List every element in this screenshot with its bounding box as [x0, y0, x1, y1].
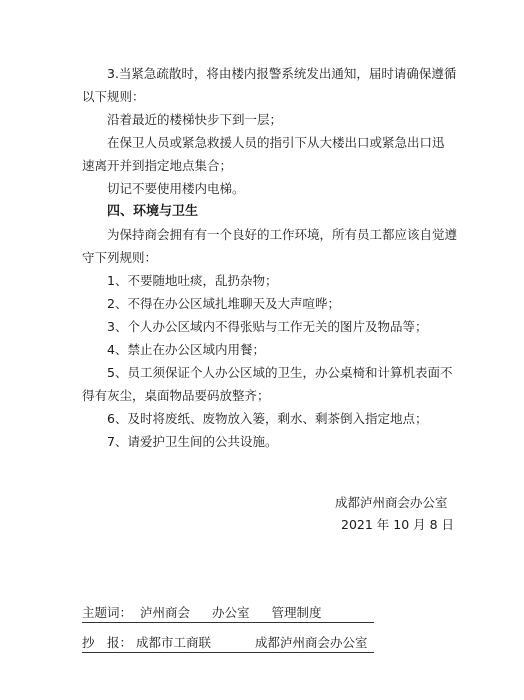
paragraph-intro-line1: 为保持商会拥有有一个良好的工作环境，所有员工都应该自觉遵 — [107, 227, 458, 242]
paragraph-exit-line2: 速离开并到指定地点集合； — [82, 158, 233, 173]
keyword-3: 管理制度 — [271, 605, 322, 620]
rule-item-2: 2、不得在办公区域扎堆聊天及大声喧哗； — [107, 296, 340, 311]
rule-item-5-line2: 得有灰尘，桌面物品要码放整齐； — [82, 388, 270, 403]
cc-label: 抄 报： — [82, 635, 133, 650]
paragraph-evacuation-line2: 以下规则： — [82, 89, 145, 104]
keyword-1: 泸州商会 — [140, 605, 191, 620]
cc-recipient-2: 成都泸州商会办公室 — [255, 635, 368, 650]
footer-keywords — [82, 604, 322, 622]
section-heading: 四、环境与卫生 — [107, 204, 199, 219]
rule-item-3: 3、个人办公区域内不得张贴与工作无关的图片及物品等； — [107, 319, 428, 334]
cc-recipient-1: 成都市工商联 — [136, 635, 212, 650]
paragraph-stairs: 沿着最近的楼梯快步下到一层； — [107, 112, 283, 127]
signature-org: 成都泸州商会办公室 — [335, 495, 448, 510]
rule-item-7: 7、请爱护卫生间的公共设施。 — [107, 434, 278, 449]
rule-item-4: 4、禁止在办公区域内用餐； — [107, 342, 265, 357]
signature-date: 2021 年 10 月 8 日 — [341, 517, 455, 532]
paragraph-exit-line1: 在保卫人员或紧急救援人员的指引下从大楼出口或紧急出口迅 — [107, 135, 445, 150]
cc-underline — [82, 652, 374, 653]
paragraph-elevator: 切记不要使用楼内电梯。 — [107, 181, 245, 196]
keywords-underline — [82, 622, 374, 623]
keywords-label: 主题词： — [82, 605, 133, 620]
rule-item-5-line1: 5、员工须保证个人办公区域的卫生，办公桌椅和计算机表面不 — [107, 365, 453, 380]
keyword-2: 办公室 — [212, 605, 250, 620]
rule-item-6: 6、及时将废纸、废物放入篓，剩水、剩茶倒入指定地点； — [107, 411, 428, 426]
paragraph-intro-line2: 守下列规则： — [82, 250, 158, 265]
rule-item-1: 1、不要随地吐痰，乱扔杂物； — [107, 273, 278, 288]
footer-cc — [82, 634, 368, 652]
paragraph-evacuation-line1: 3.当紧急疏散时，将由楼内报警系统发出通知，届时请确保遵循 — [107, 66, 457, 81]
